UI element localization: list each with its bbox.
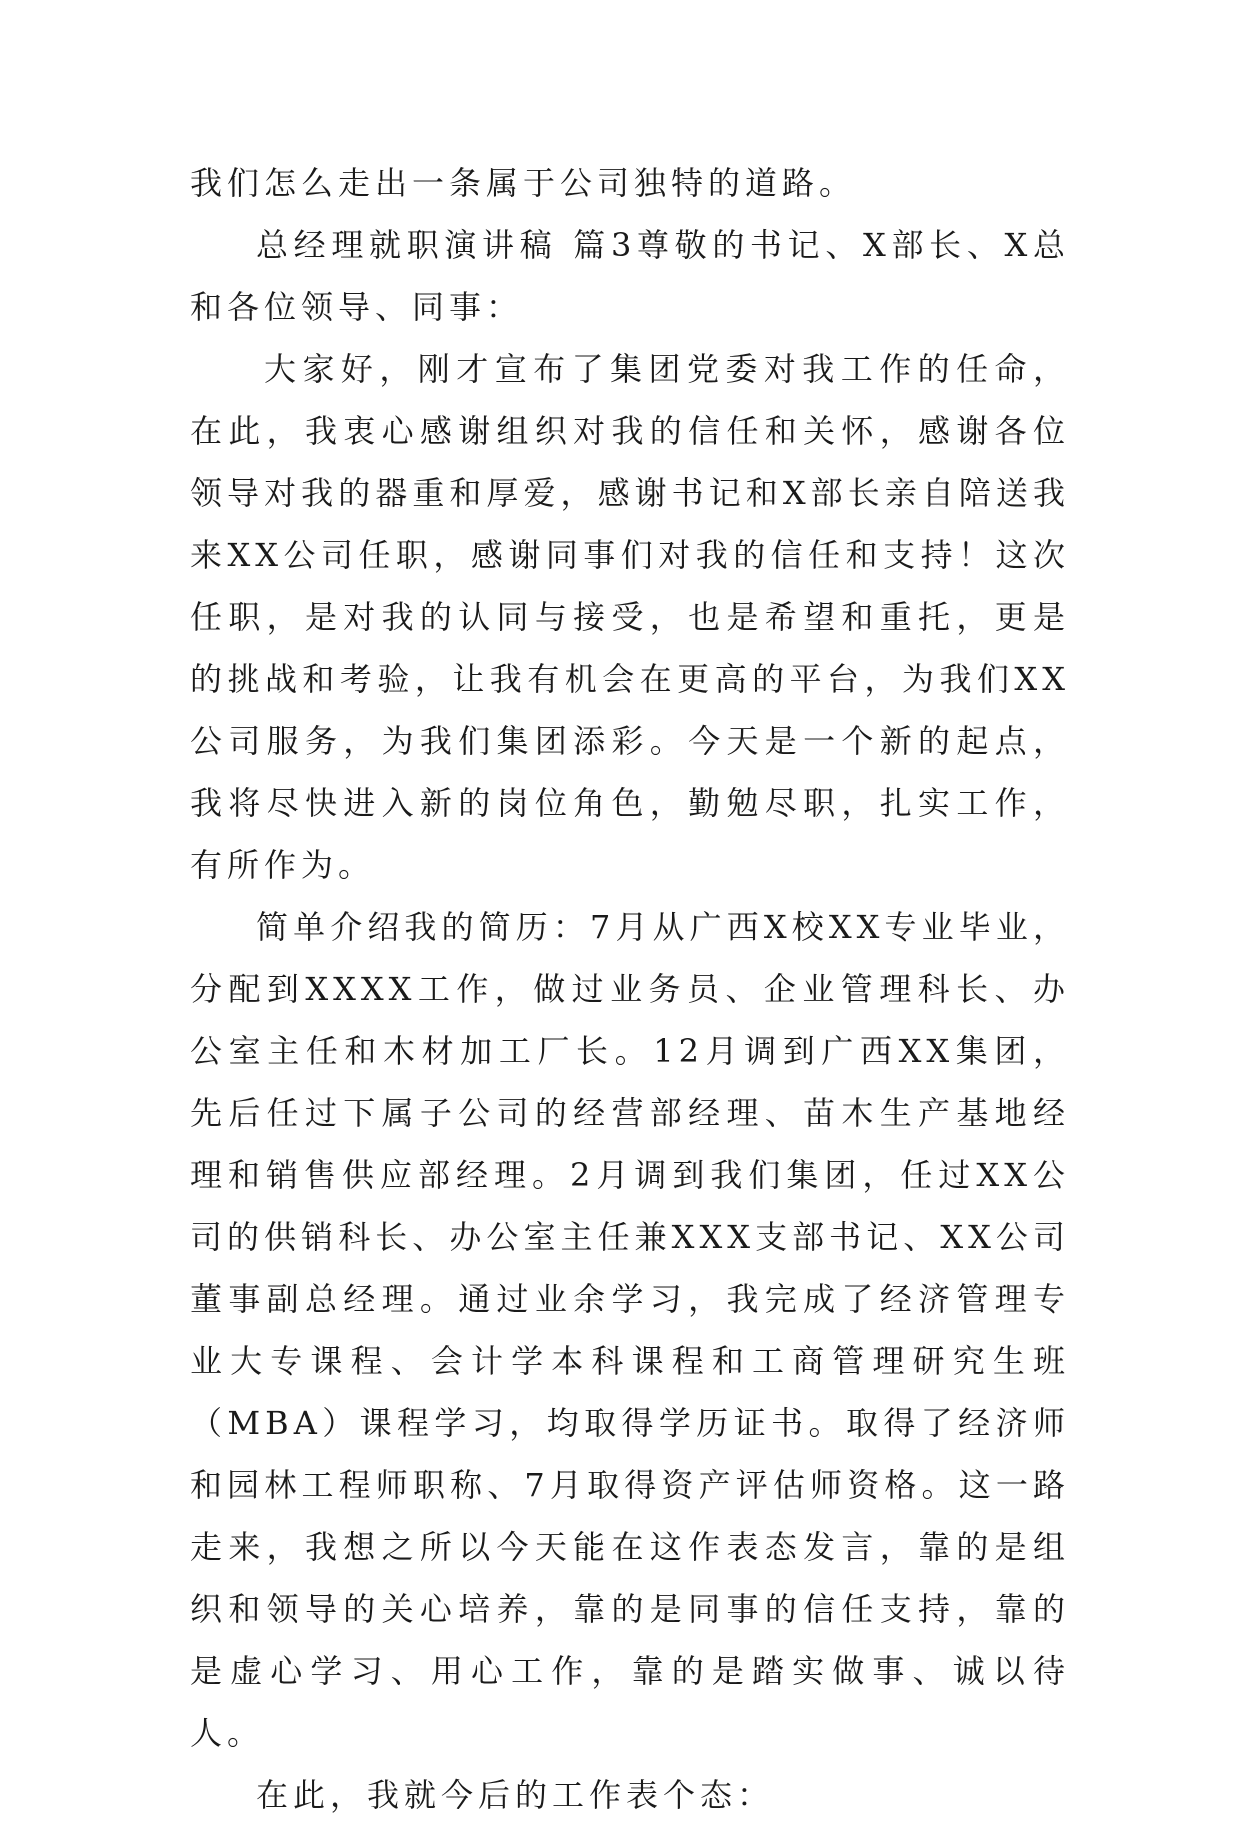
paragraph-5: 在此，我就今后的工作表个态： bbox=[256, 1776, 775, 1814]
paragraph-3: 大家好，刚才宣布了集团党委对我工作的任命，在此，我衷心感谢组织对我的信任和关怀，感谢各位领导对我的器重和厚爱，感谢书记和X部长亲自陪送我来XX公司任职，感谢同事们对我的信任和支持！这次任职，是对我的认同与接受，也是希望和重托，更是的挑战和考验，让我有机会在更高的平台，为我们XX公司服务，为我们集团添彩。今天是一个新的起点，我将尽快进入新的岗位角色，勤勉尽职，扎实工作，有所作为。 bbox=[190, 350, 1070, 884]
paragraph-2: 总经理就职演讲稿 篇3尊敬的书记、X部长、X总和各位领导、同事： bbox=[190, 226, 1070, 326]
paragraph-4: 简单介绍我的简历：7月从广西X校XX专业毕业，分配到XXXX工作，做过业务员、企业管理科长、办公室主任和木材加工厂长。12月调到广西XX集团，先后任过下属子公司的经营部经理、苗木生产基地经理和销售供应部经理。2月调到我们集团，任过XX公司的供销科长、办公室主任兼XXX支部书记、XX公司董事副总经理。通过业余学习，我完成了经济管理专业大专课程、会计学本科课程和工商管理研究生班（MBA）课程学习，均取得学历证书。取得了经济师和园林工程师职称、7月取得资产评估师资格。这一路走来，我想之所以今天能在这作表态发言，靠的是组织和领导的关心培养，靠的是同事的信任支持，靠的是虚心学习、用心工作，靠的是踏实做事、诚以待人。 bbox=[190, 908, 1070, 1752]
paragraph-1: 我们怎么走出一条属于公司独特的道路。 bbox=[190, 164, 857, 202]
document-body bbox=[190, 152, 1070, 1826]
